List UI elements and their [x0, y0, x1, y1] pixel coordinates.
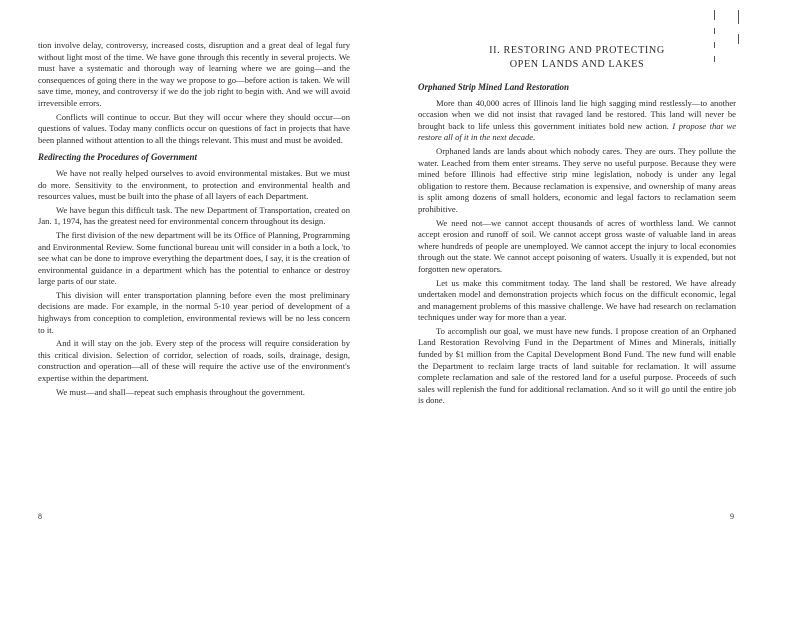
paragraph: tion involve delay, controversy, increased costs, disruption and a great deal of legal fury without light most of the time. We have gone through this recently in several projects. We must have a systematic and thorough way of learning where we are going—and the consequences of going there in the way we propose to go—before action is taken. We will save time, money, and controversy if we do the job right to begin with. And we will avoid irreversible errors. [38, 40, 350, 108]
scan-margin-marks [712, 10, 742, 70]
section-subheading: Redirecting the Procedures of Government [38, 152, 197, 163]
paragraph-emphasis: I propose that we restore all of it in the next decade. [418, 120, 737, 143]
paragraph: Let us make this commitment today. The land shall be restored. We have already undertaken model and demonstration projects which focus on the difficult economic, legal and management problems of this massive challenge. We have had research on reclamation techniques under way for more than a year. [418, 277, 736, 323]
paragraph: And it will stay on the job. Every step of the process will require consideration by this critical division. Selection of corridor, selection of roads, soils, drainage, design, construction and operation—all of these will require the active use of the environment's expertise within the department. [38, 338, 350, 384]
chapter-heading [418, 44, 736, 72]
chapter-heading-line2: OPEN LANDS AND LAKES [509, 59, 645, 70]
paragraph: Orphaned lands are lands about which nobody cares. They are ours. They pollute the water. Leached from them enter streams. They serve no useful purpose. Because they were mined before Illinois had effective strip mine legislation, nobody is under any legal obligation to restore them. Because reclamation is expensive, and ownership of many areas is split among dozens of small holders, economic and legal factors to reclamation seem prohibitive. [418, 145, 736, 214]
right-page-text [418, 40, 736, 409]
left-page-text [38, 40, 350, 400]
chapter-heading-line1: II. RESTORING AND PROTECTING [489, 45, 665, 56]
paragraph [418, 98, 736, 144]
paragraph: We have not really helped ourselves to avoid environmental mistakes. But we must do more. Sensitivity to the environment, to protection and environmental health and resources values, must be built into the phase of all layers of each Department. [38, 167, 350, 202]
paragraph: The first division of the new department will be its Office of Planning, Programming and Environmental Review. Some functional bureau unit will consider in a both a lock, 'to see what can be done to improve everything the department does, I say, it is the creation of environmental guidance in a department which has the potential to enhance or destroy large parts of our state. [38, 229, 350, 287]
paragraph: Conflicts will continue to occur. But they will occur where they should occur—on questions of values. Today many conflicts occur on questions of fact in projects that have been planned without attention to all the things relevant. This must and must be avoided. [38, 111, 350, 145]
section-subheading: Orphaned Strip Mined Land Restoration [418, 82, 570, 92]
page-number: 8 [38, 512, 42, 521]
paragraph-text: More than 40,000 acres of Illinois land lie high sagging mind restlessly—to another occasion when we did not insist that ravaged land be restored. This land will never be brought back to life unless this government initiates bold new action. [418, 97, 736, 131]
paragraph: We have begun this difficult task. The new Department of Transportation, created on Jan. 1, 1974, has the greatest need for environmental concern throughout its design. [38, 204, 350, 227]
paragraph: We need not—we cannot accept thousands of acres of worthless land. We cannot accept erosion and runoff of soil. We cannot accept gross waste of valuable land in areas where hundreds of people are unemployed. We cannot accept the injury to local economies through out the state. We cannot accept poisoning of waters. Usually it is expended, but not forgotten new operators. [418, 217, 736, 274]
paragraph: To accomplish our goal, we must have new funds. I propose creation of an Orphaned Land Restoration Revolving Fund in the Department of Mines and Minerals, initially funded by $1 million from the Capital Development Bond Fund. The new fund will enable the Department to reclaim large tracts of land suitable for reclamation. It will assume complete reclamation and sale of the restored land for a useful purpose. Proceeds of such sales will replenish the fund for additional reclamation. And so it will go until the entire job is done. [418, 325, 736, 406]
page-number: 9 [730, 512, 734, 521]
paragraph: This division will enter transportation planning before even the most preliminary decisions are made. For example, in the normal 5-10 year period of development of a highways from conception to completion, environmental reviews will be no less concern to it. [38, 289, 350, 335]
paragraph: We must—and shall—repeat such emphasis throughout the government. [56, 386, 305, 397]
